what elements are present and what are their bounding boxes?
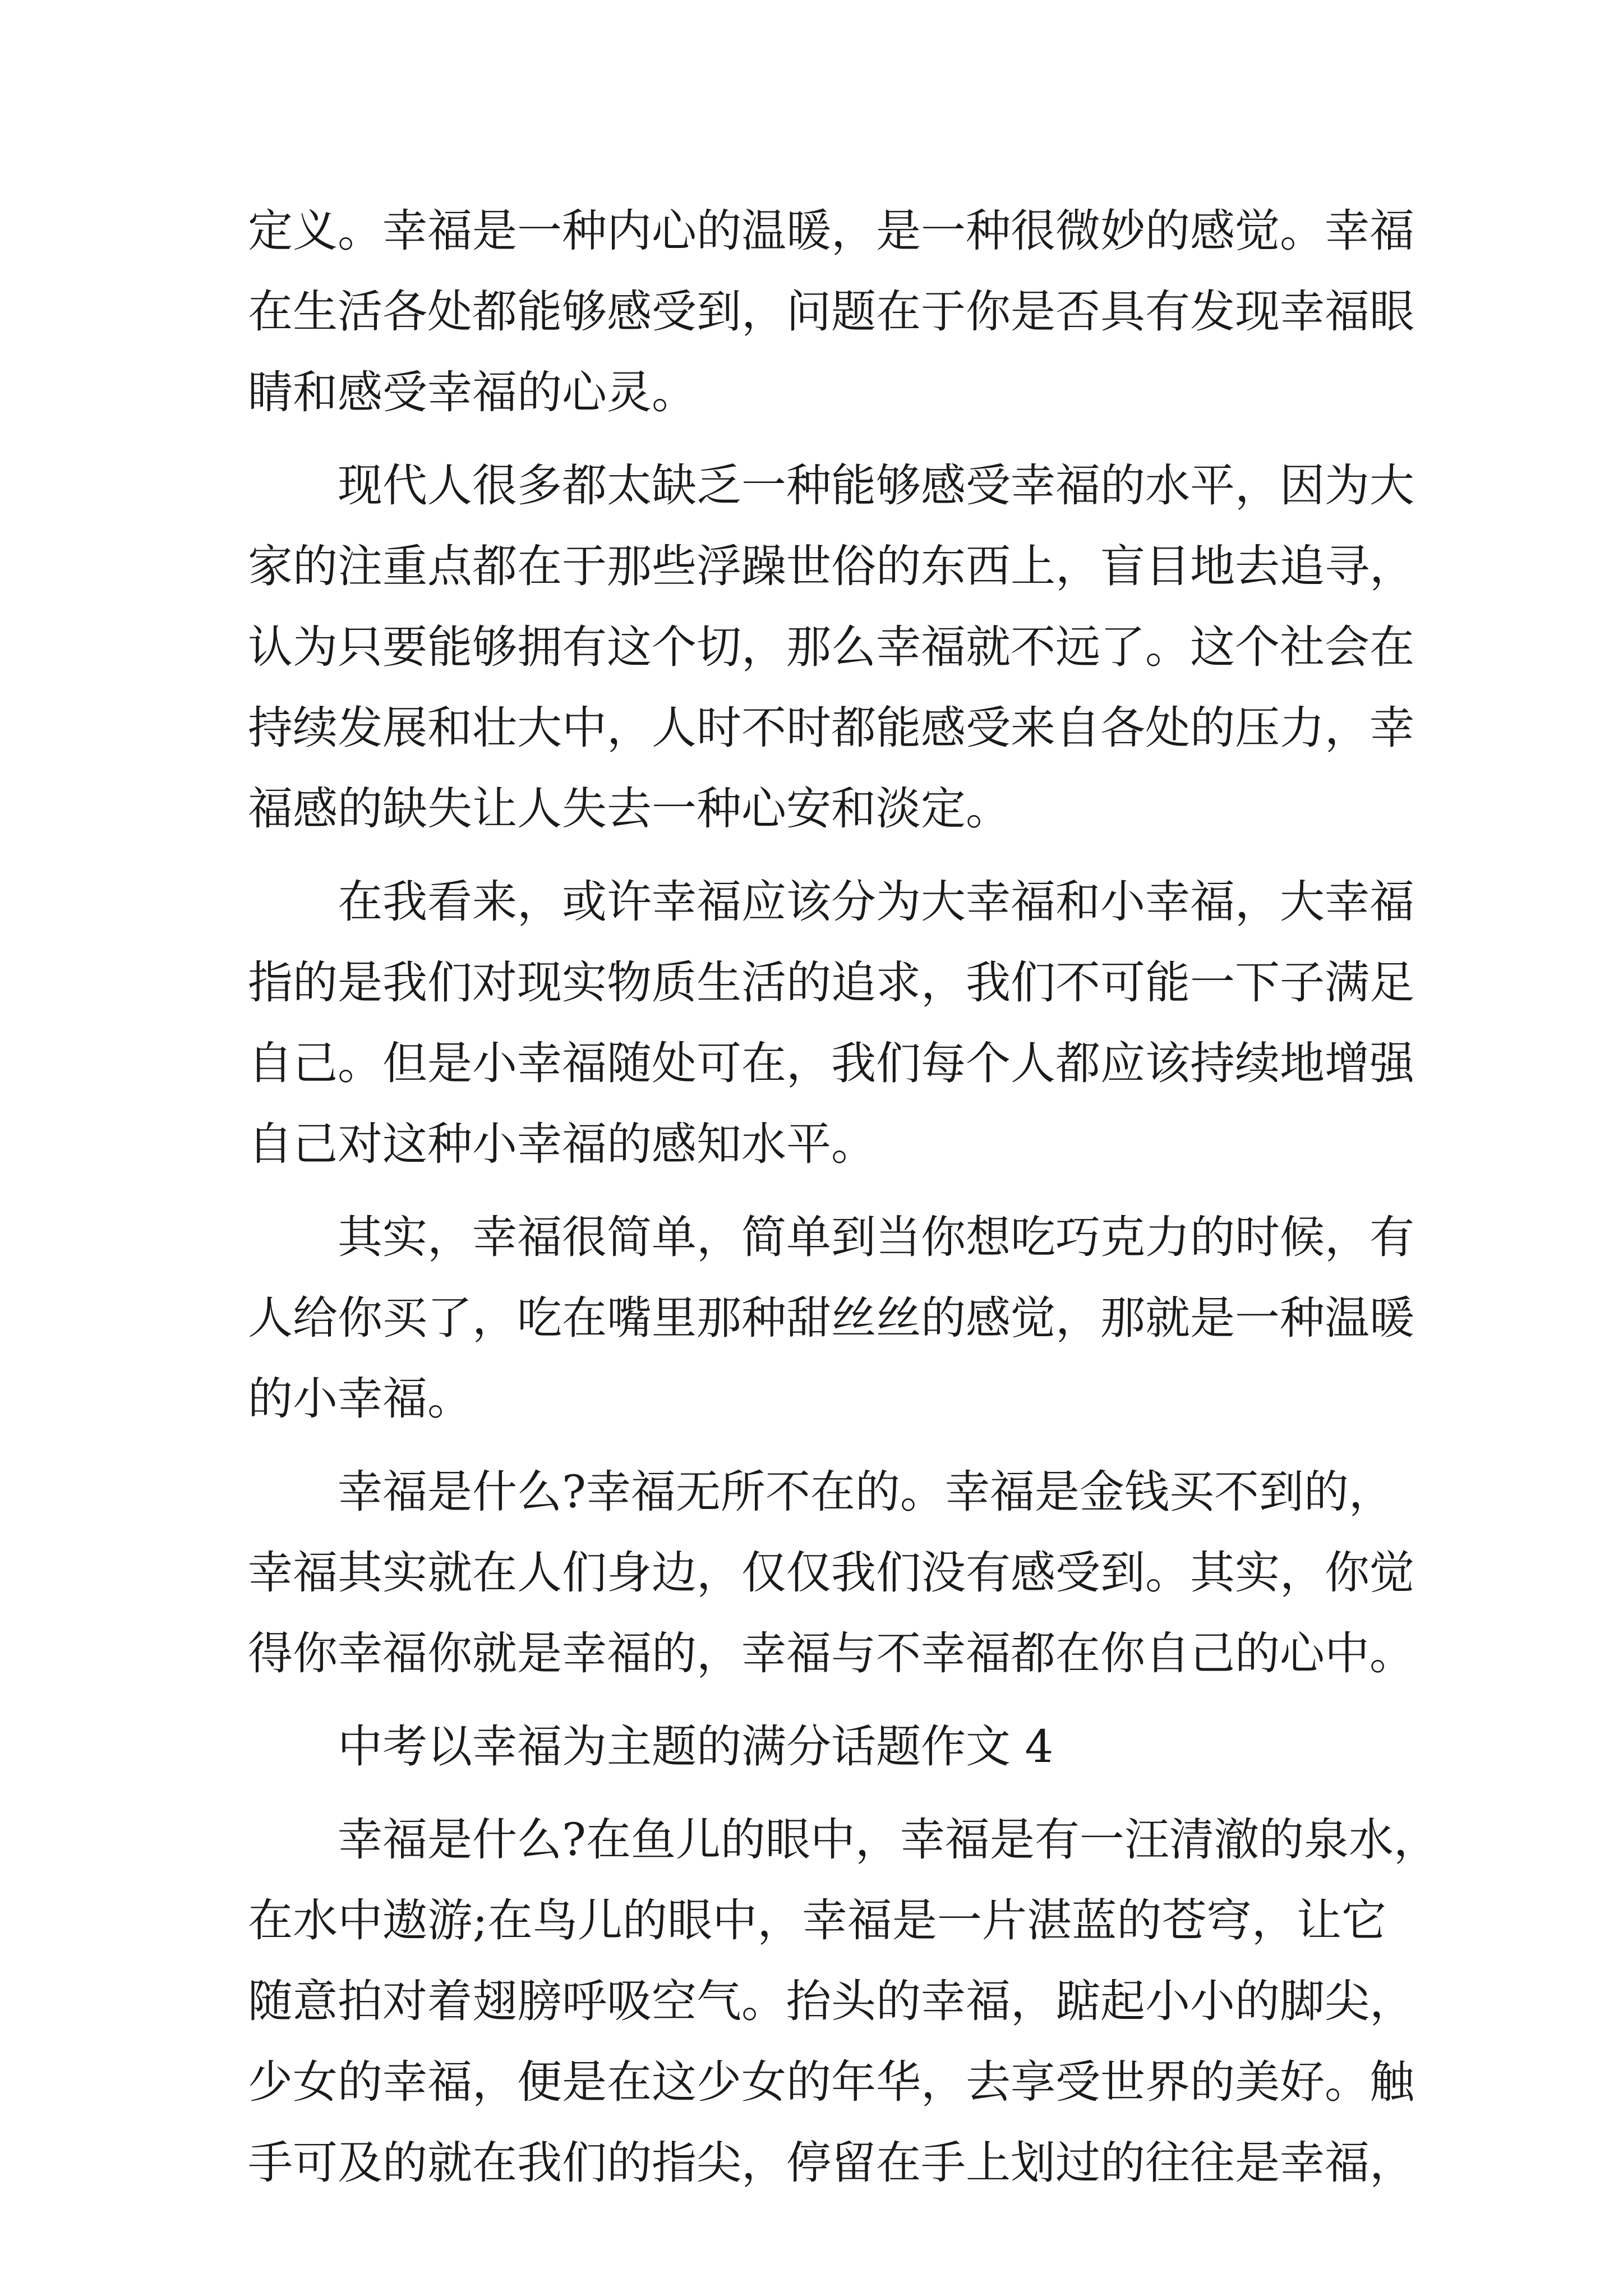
text-line: 自己。但是小幸福随处可在，我们每个人都应该持续地增强 (248, 1037, 1414, 1089)
text-line: 在我看来，或许幸福应该分为大幸福和小幸福，大幸福 (338, 876, 1414, 928)
document-body (248, 191, 1438, 2216)
text-line: 睛和感受幸福的心灵。 (248, 366, 697, 418)
section-heading (248, 1706, 1386, 1787)
text-line: 认为只要能够拥有这个切，那么幸福就不远了。这个社会在 (248, 621, 1414, 673)
paragraph (248, 862, 1414, 1185)
paragraph (248, 1452, 1414, 1694)
text-line: 自己对这种小幸福的感知水平。 (248, 1118, 876, 1170)
text-line: 福感的缺失让人失去一种心安和淡定。 (248, 783, 1011, 835)
text-line: 在生活各处都能够感受到，问题在于你是否具有发现幸福眼 (248, 286, 1414, 338)
text-line: 幸福是什么?幸福无所不在的。幸福是金钱买不到的， (338, 1466, 1394, 1518)
heading-text: 中考以幸福为主题的满分话题作文 4 (338, 1720, 1054, 1773)
text-line: 其实，幸福很简单，简单到当你想吃巧克力的时候，有 (338, 1211, 1414, 1263)
text-line: 定义。幸福是一种内心的温暖，是一种很微妙的感觉。幸福 (248, 205, 1414, 257)
text-line: 幸福是什么?在鱼儿的眼中，幸福是有一汪清澈的泉水， (338, 1814, 1438, 1866)
paragraph (248, 1197, 1414, 1439)
text-line: 在水中遨游;在鸟儿的眼中，幸福是一片湛蓝的苍穹，让它 (248, 1894, 1386, 1947)
paragraph (248, 191, 1414, 433)
text-line: 现代人很多都太缺乏一种能够感受幸福的水平，因为大 (338, 459, 1414, 512)
text-line: 随意拍对着翅膀呼吸空气。抬头的幸福，踮起小小的脚尖， (248, 1975, 1414, 2027)
text-line: 指的是我们对现实物质生活的追求，我们不可能一下子满足 (248, 956, 1414, 1009)
paragraph (248, 445, 1414, 849)
text-line: 手可及的就在我们的指尖，停留在手上划过的往往是幸福， (248, 2137, 1414, 2189)
text-line: 持续发展和壮大中，人时不时都能感受来自各处的压力，幸 (248, 702, 1414, 754)
text-line: 少女的幸福，便是在这少女的年华，去享受世界的美好。触 (248, 2056, 1414, 2108)
text-line: 幸福其实就在人们身边，仅仅我们没有感受到。其实，你觉 (248, 1547, 1414, 1599)
text-line: 得你幸福你就是幸福的，幸福与不幸福都在你自己的心中。 (248, 1627, 1414, 1680)
text-line: 人给你买了，吃在嘴里那种甜丝丝的感觉，那就是一种温暖 (248, 1292, 1414, 1344)
paragraph (248, 1800, 1438, 2203)
text-line: 的小幸福。 (248, 1373, 472, 1425)
text-line: 家的注重点都在于那些浮躁世俗的东西上，盲目地去追寻， (248, 540, 1414, 592)
